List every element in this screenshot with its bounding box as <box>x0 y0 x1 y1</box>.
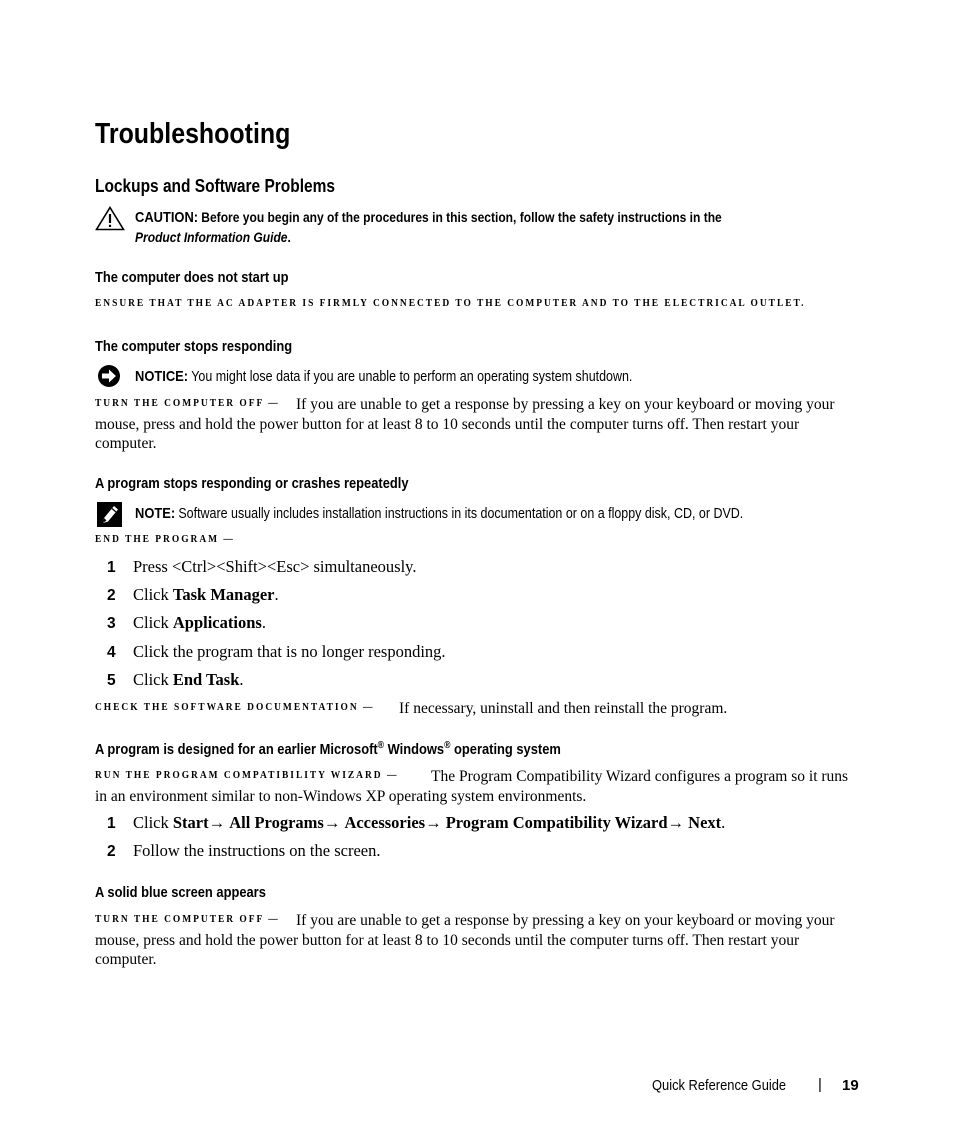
action-turn-off-1: TURN THE COMPUTER OFF — <box>95 398 280 409</box>
heading-not-start: The computer does not start up <box>95 269 289 286</box>
step-number: 5 <box>107 672 116 689</box>
step-text: Click Task Manager. <box>133 585 279 604</box>
step-text: Click Start→ All Programs→ Accessories→ Program Compatibility Wizard→ Next. <box>133 813 726 832</box>
notice-label: NOTICE: <box>135 368 189 385</box>
step-text: Click Applications. <box>133 613 266 632</box>
step-text: Click End Task. <box>133 670 244 689</box>
action-check-docs: CHECK THE SOFTWARE DOCUMENTATION — <box>95 702 375 713</box>
action-run-wizard: RUN THE PROGRAM COMPATIBILITY WIZARD — <box>95 770 399 781</box>
step-number: 1 <box>107 559 116 576</box>
step-number: 2 <box>107 843 116 860</box>
heading-earlier-windows: A program is designed for an earlier Microsoft® Windows® operating system <box>95 740 561 758</box>
step-text: Follow the instructions on the screen. <box>133 841 381 860</box>
action-ensure-ac: ENSURE THAT THE AC ADAPTER IS FIRMLY CONNECTED TO THE COMPUTER AND TO THE ELECTRICAL OUTLET. <box>95 298 806 309</box>
heading-stops-responding: The computer stops responding <box>95 338 293 355</box>
warning-triangle-icon <box>95 206 125 231</box>
caution-doc-line <box>135 229 291 247</box>
page-title: Troubleshooting <box>95 118 291 150</box>
ui-end-task: End Task <box>172 670 240 689</box>
paragraph-wizard: The Program Compatibility Wizard configures a program so it runs in an environment similar to non-Windows XP operating system environments. <box>95 768 849 805</box>
caution-doc: Product Information Guide <box>135 229 288 245</box>
step-number: 4 <box>107 644 116 661</box>
footer-separator: | <box>818 1076 822 1093</box>
paragraph-turn-off-1: If you are unable to get a response by pressing a key on your keyboard or moving your mouse, press and hold the power button for at least 8 to 10 seconds until the computer turns off. Then restart your computer. <box>95 396 835 453</box>
ui-task-manager: Task Manager <box>172 585 275 604</box>
ui-applications: Applications <box>172 613 262 632</box>
caution-body: Before you begin any of the procedures in this section, follow the safety instructions in the <box>201 209 722 225</box>
step-text: Click the program that is no longer responding. <box>133 642 446 661</box>
step-number: 1 <box>107 815 116 832</box>
caution-label: CAUTION: <box>135 209 199 226</box>
heading-program-crashes: A program stops responding or crashes repeatedly <box>95 475 409 492</box>
paragraph-check-docs: If necessary, uninstall and then reinstall the program. <box>399 700 728 717</box>
note-body: Software usually includes installation instructions in its documentation or on a floppy disk, CD, or DVD. <box>178 506 744 522</box>
note-pencil-icon <box>97 502 122 527</box>
note-text <box>135 505 743 523</box>
step-number: 2 <box>107 587 116 604</box>
caution-text <box>135 209 722 227</box>
action-turn-off-2: TURN THE COMPUTER OFF — <box>95 914 280 925</box>
page-number: 19 <box>842 1077 859 1094</box>
step-number: 3 <box>107 615 116 632</box>
notice-text <box>135 368 632 386</box>
notice-arrow-icon <box>97 364 121 388</box>
caution-end: . <box>287 229 291 245</box>
paragraph-turn-off-2: If you are unable to get a response by pressing a key on your keyboard or moving your mouse, press and hold the power button for at least 8 to 10 seconds until the computer turns off. Then restart your computer. <box>95 912 835 969</box>
section-title: Lockups and Software Problems <box>95 176 335 196</box>
footer-guide-name: Quick Reference Guide <box>652 1077 787 1094</box>
notice-body: You might lose data if you are unable to perform an operating system shutdown. <box>191 369 633 385</box>
step-text: Press <Ctrl><Shift><Esc> simultaneously. <box>133 557 417 576</box>
note-label: NOTE: <box>135 505 176 522</box>
heading-blue-screen: A solid blue screen appears <box>95 884 266 901</box>
action-end-program: END THE PROGRAM — <box>95 534 235 545</box>
